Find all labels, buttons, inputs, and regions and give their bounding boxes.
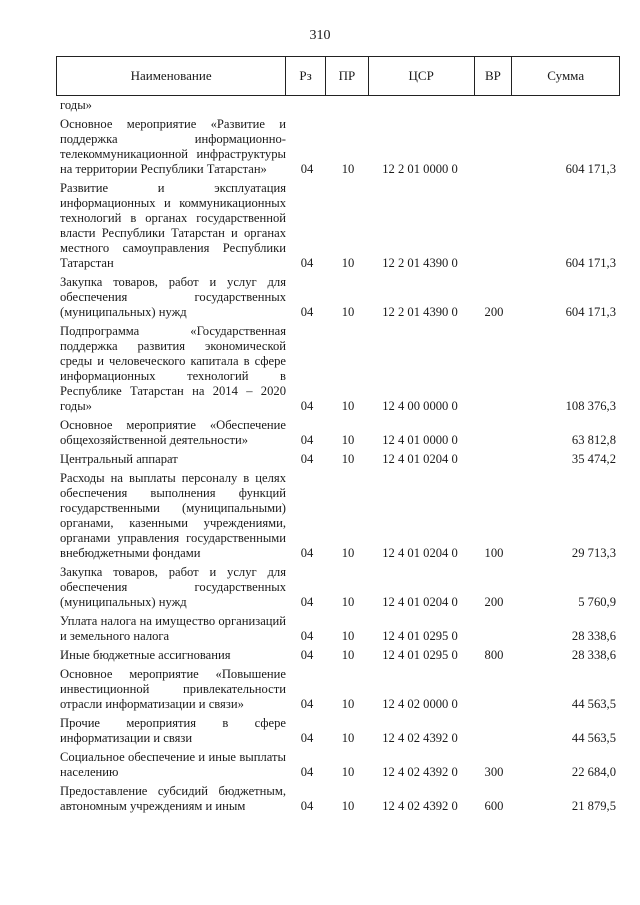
cell-rz: 04 [300,595,314,609]
table-row [60,117,620,177]
cell-csr: 12 4 02 4392 0 [382,765,458,779]
cell-sum: 29 713,3 [571,546,616,560]
cell-csr: 12 2 01 0000 0 [382,162,458,176]
table-row [60,98,620,113]
cell-name: Социальное обеспечение и иные выплаты населению [60,750,286,779]
table-row [60,418,620,448]
cell-pr: 10 [341,452,355,466]
cell-csr: 12 4 02 4392 0 [382,731,458,745]
cell-rz: 04 [300,305,314,319]
cell-name: Подпрограмма «Государственная поддержка развития экономической среды и человеческого капитала в сфере информационных технологий в Республике Татарстан на 2014 – 2020 годы» [60,324,286,413]
cell-pr: 10 [341,697,355,711]
cell-rz: 04 [300,731,314,745]
cell-csr: 12 4 01 0204 0 [382,595,458,609]
table-row [60,648,620,663]
header-sum: Сумма [511,57,619,95]
cell-pr: 10 [341,595,355,609]
cell-pr: 10 [341,799,355,813]
cell-csr: 12 2 01 4390 0 [382,305,458,319]
cell-vr: 300 [484,765,504,779]
table-row [60,784,620,814]
table-row [60,750,620,780]
table-row [60,181,620,271]
cell-pr: 10 [341,765,355,779]
cell-sum: 35 474,2 [571,452,616,466]
table-row [60,716,620,746]
cell-vr: 200 [484,595,504,609]
cell-vr: 600 [484,799,504,813]
cell-pr: 10 [341,648,355,662]
cell-rz: 04 [300,799,314,813]
header-vr: ВР [474,57,512,95]
cell-rz: 04 [300,697,314,711]
cell-sum: 28 338,6 [571,629,616,643]
cell-sum: 63 812,8 [571,433,616,447]
cell-sum: 5 760,9 [578,595,616,609]
cell-csr: 12 4 01 0000 0 [382,433,458,447]
table-row [60,324,620,414]
cell-vr: 200 [484,305,504,319]
cell-csr: 12 4 01 0204 0 [382,452,458,466]
cell-name: Развитие и эксплуатация информационных и коммуникационных технологий в органах государственной власти Республики Татарстан и органах местного самоуправления Республики Татарстан [60,181,286,270]
cell-pr: 10 [341,433,355,447]
page-number: 310 [309,28,331,43]
cell-sum: 28 338,6 [571,648,616,662]
cell-csr: 12 4 02 0000 0 [382,697,458,711]
cell-sum: 44 563,5 [571,697,616,711]
cell-pr: 10 [341,399,355,413]
table-header [56,56,620,96]
cell-pr: 10 [341,546,355,560]
table-body [60,98,620,814]
cell-rz: 04 [300,648,314,662]
table-row [60,275,620,320]
cell-name: Основное мероприятие «Развитие и поддержка информационно-телекоммуникационной инфраструктуры на территории Республики Татарстан» [60,117,286,176]
cell-vr: 100 [484,546,504,560]
cell-pr: 10 [341,731,355,745]
table-row [60,452,620,467]
cell-vr: 800 [484,648,504,662]
cell-sum: 604 171,3 [565,256,616,270]
header-rz: Рз [285,57,325,95]
cell-name: Закупка товаров, работ и услуг для обеспечения государственных (муниципальных) нужд [60,275,286,319]
cell-csr: 12 4 01 0204 0 [382,546,458,560]
table-row [60,565,620,610]
cell-name: Центральный аппарат [60,452,178,466]
cell-rz: 04 [300,765,314,779]
cell-rz: 04 [300,433,314,447]
cell-csr: 12 2 01 4390 0 [382,256,458,270]
cell-rz: 04 [300,546,314,560]
header-name: Наименование [130,68,212,83]
cell-pr: 10 [341,256,355,270]
cell-rz: 04 [300,256,314,270]
table-row [60,471,620,561]
cell-name: Расходы на выплаты персоналу в целях обеспечения выполнения функций государственными (муниципальными) органами, казенными учреждениями, органами управления государственными внебюджетными фондами [60,471,286,560]
cell-csr: 12 4 01 0295 0 [382,648,458,662]
cell-name: годы» [60,98,92,112]
cell-rz: 04 [300,452,314,466]
header-pr: ПР [325,57,368,95]
cell-csr: 12 4 02 4392 0 [382,799,458,813]
cell-sum: 604 171,3 [565,305,616,319]
cell-name: Основное мероприятие «Обеспечение общехозяйственной деятельности» [60,418,286,447]
cell-csr: 12 4 01 0295 0 [382,629,458,643]
cell-sum: 22 684,0 [571,765,616,779]
cell-name: Прочие мероприятия в сфере информатизации и связи [60,716,286,745]
header-csr: ЦСР [368,57,474,95]
cell-pr: 10 [341,162,355,176]
cell-pr: 10 [341,629,355,643]
cell-name: Закупка товаров, работ и услуг для обеспечения государственных (муниципальных) нужд [60,565,286,609]
cell-sum: 108 376,3 [565,399,616,413]
table-row [60,614,620,644]
cell-sum: 44 563,5 [571,731,616,745]
cell-sum: 21 879,5 [571,799,616,813]
cell-rz: 04 [300,399,314,413]
cell-pr: 10 [341,305,355,319]
cell-name: Иные бюджетные ассигнования [60,648,231,662]
cell-csr: 12 4 00 0000 0 [382,399,458,413]
cell-name: Основное мероприятие «Повышение инвестиционной привлекательности отрасли информатизации и связи» [60,667,286,711]
cell-rz: 04 [300,162,314,176]
cell-sum: 604 171,3 [565,162,616,176]
table-row [60,667,620,712]
cell-name: Предоставление субсидий бюджетным, автономным учреждениям и иным [60,784,286,813]
cell-rz: 04 [300,629,314,643]
cell-name: Уплата налога на имущество организаций и земельного налога [60,614,286,643]
